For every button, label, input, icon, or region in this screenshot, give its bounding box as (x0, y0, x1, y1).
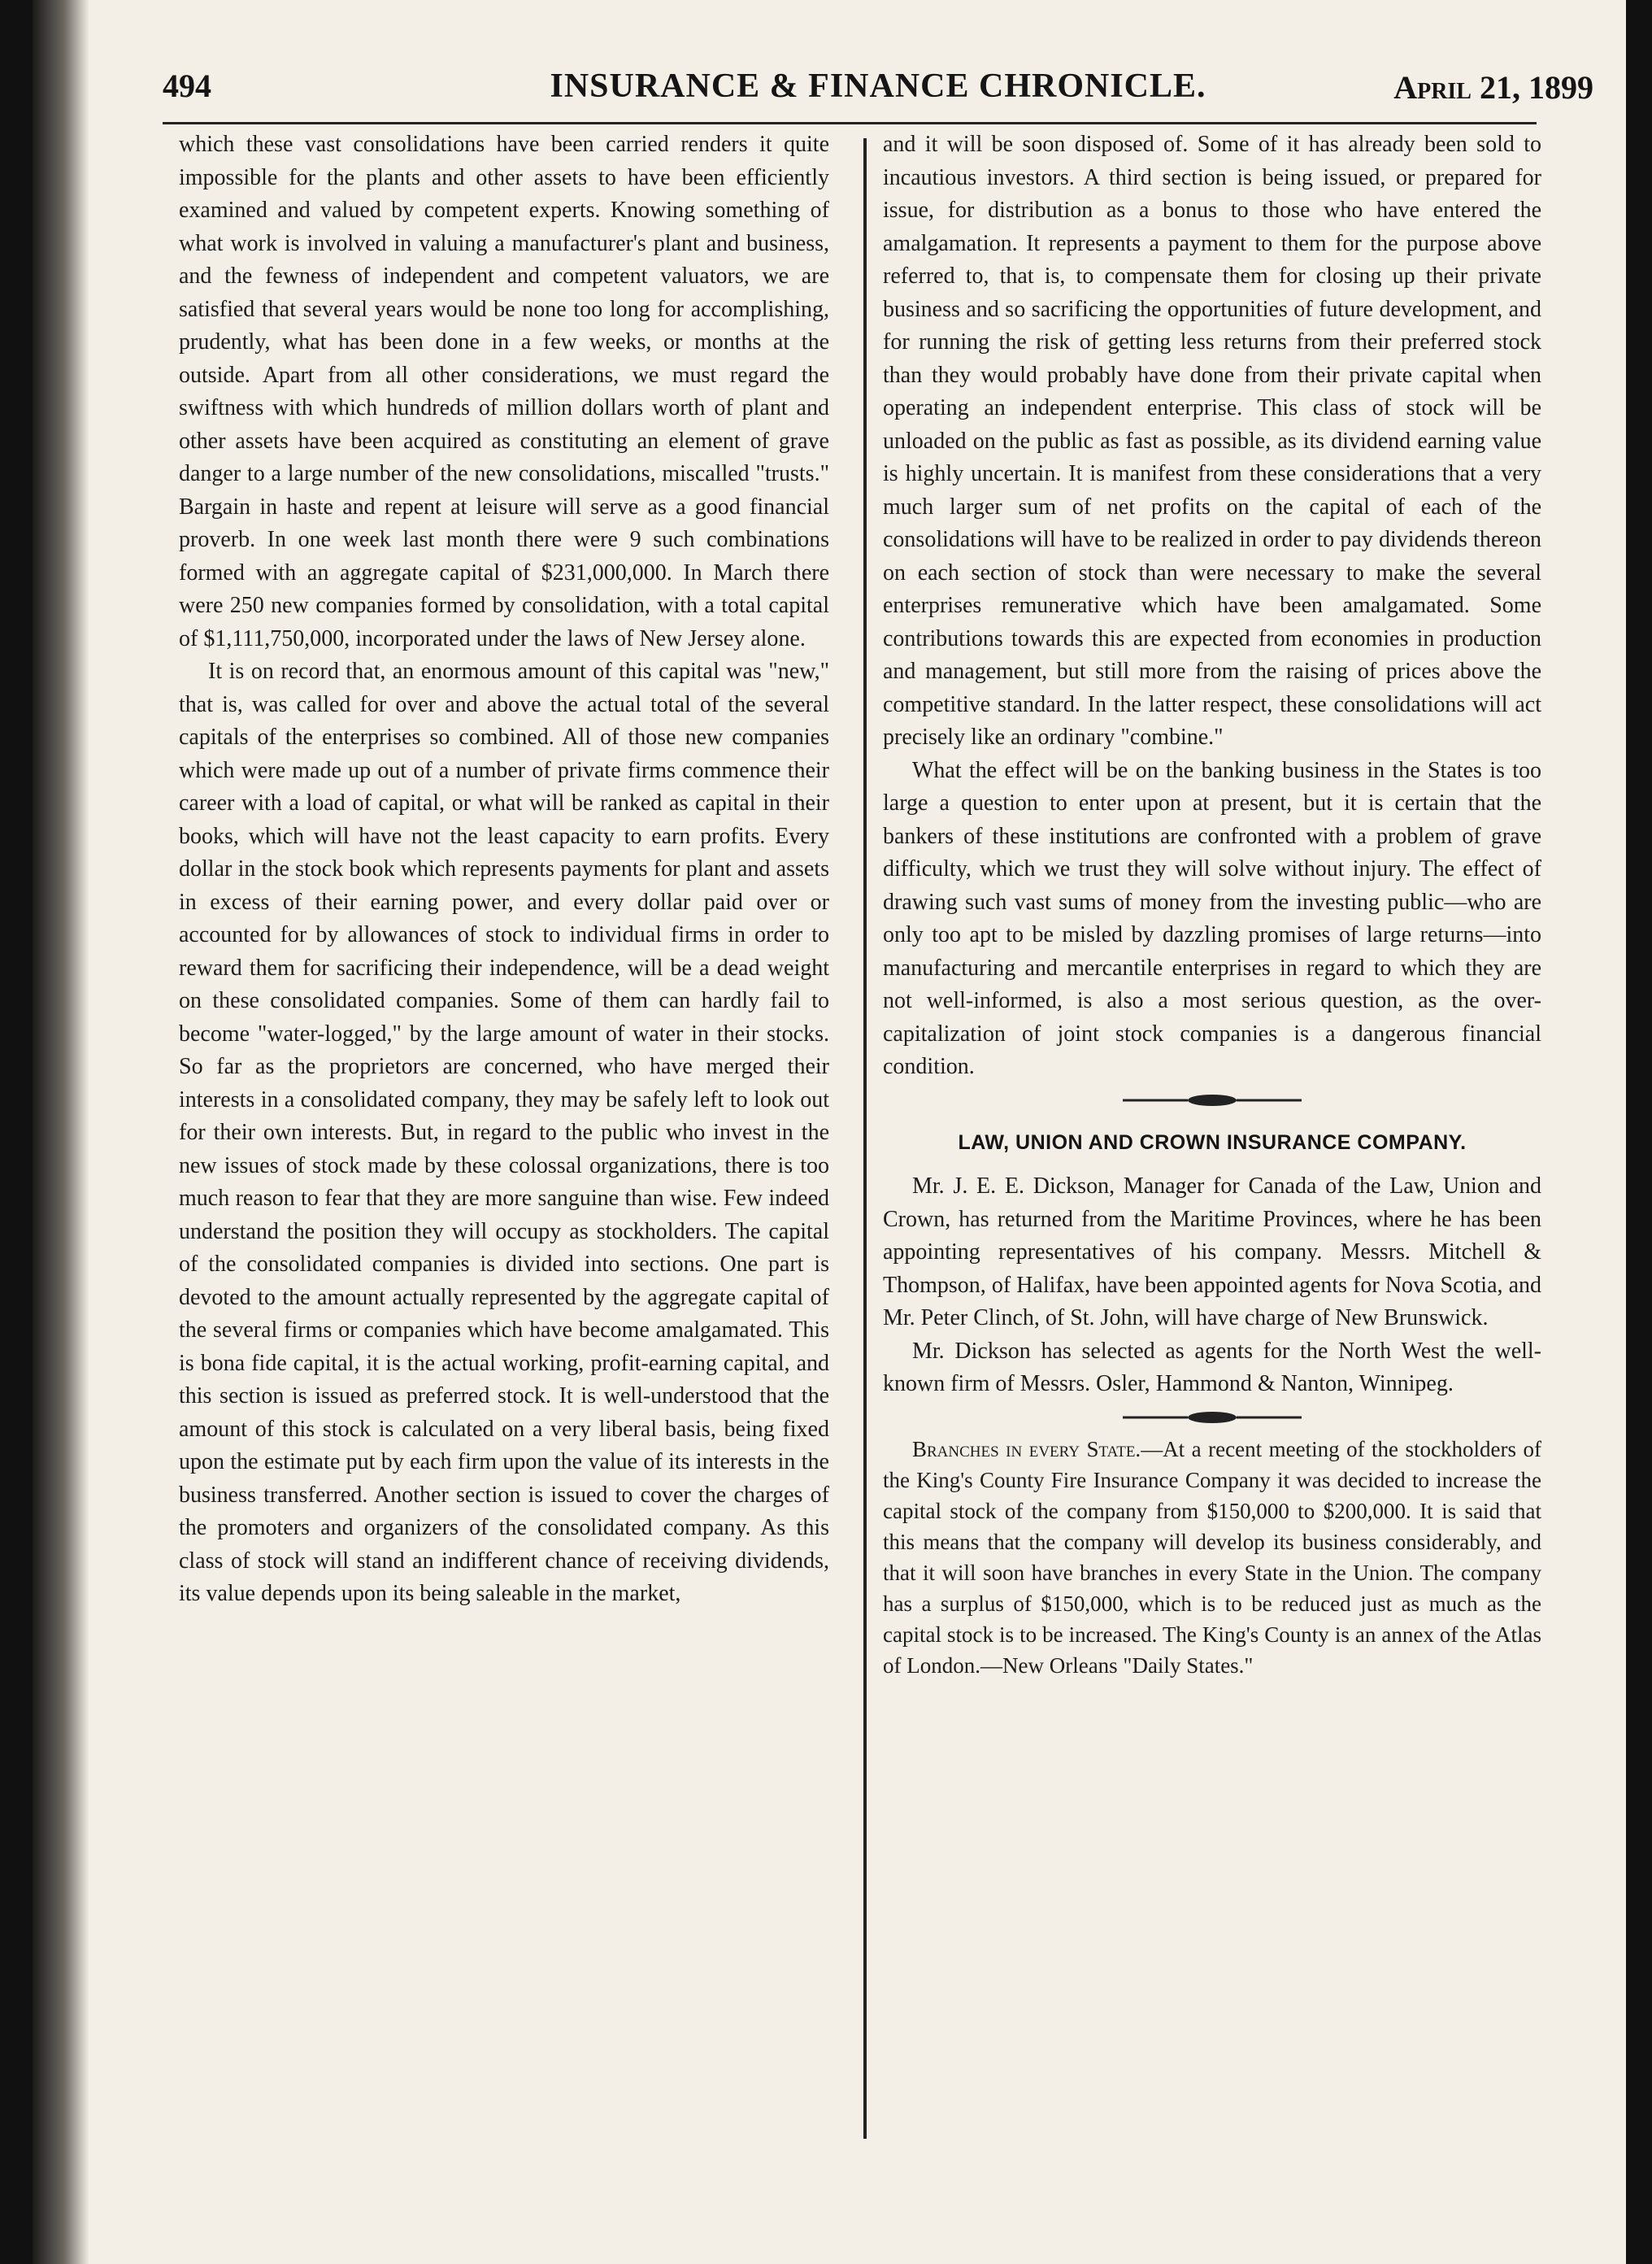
right-column (883, 128, 1541, 2243)
left-column (179, 128, 829, 2243)
section-ornament (1123, 1406, 1302, 1429)
article-title: LAW, UNION AND CROWN INSURANCE COMPANY. (958, 1130, 1467, 1154)
newspaper-page (33, 0, 1626, 2264)
news-note (883, 1434, 1541, 1681)
journal-title: INSURANCE & FINANCE CHRONICLE. (550, 67, 1206, 105)
page-header (163, 67, 1593, 115)
header-rule (163, 122, 1537, 124)
binding-spine (33, 0, 89, 2264)
note-lead: Branches in every State. (912, 1436, 1141, 1461)
paragraph (883, 1434, 1541, 1681)
paragraph: Mr. Dickson has selected as agents for the North West the well-known firm of Messrs. Osler, Hammond & Nanton, Winnipeg. (883, 1338, 1541, 1396)
paragraph: which these vast consolidations have been carried renders it quite impossible for the plants and other assets to have been efficiently examined and valued by competent experts. Knowing something of what work is involved in valuing a manufacturer's plant and business, and the fewness of independent and competent valuators, we are satisfied that several years would be none too long for accomplishing, prudently, what has been done in a few weeks, or months at the outside. Apart from all other considerations, we must regard the swiftness with which hundreds of million dollars worth of plant and other assets have been acquired as constituting an element of grave danger to a large number of the new consolidations, miscalled "trusts." Bargain in haste and repent at leisure will serve as a good financial proverb. In one week last month there were 9 such combinations formed with an aggregate capital of $231,000,000. In March there were 250 new companies formed by consolidation, with a total capital of $1,111,750,000, incorporated under the laws of New Jersey alone. (179, 132, 829, 651)
publication-date: April 21, 1899 (1393, 69, 1593, 106)
paragraph: Mr. J. E. E. Dickson, Manager for Canada of the Law, Union and Crown, has returned from the Maritime Provinces, where he has been appointing representatives of his company. Messrs. Mitchell & Thompson, of Halifax, have been appointed agents for Nova Scotia, and Mr. Peter Clinch, of St. John, will have charge of New Brunswick. (883, 1173, 1541, 1330)
paragraph: and it will be soon disposed of. Some of it has already been sold to incautious investors. A third section is being issued, or prepared for issue, for distribution as a bonus to those who have entered the amalgamation. It represents a payment to them for the purpose above referred to, that is, to compensate them for closing up their private business and so sacrificing the opportunities of future development, and for running the risk of getting less returns from their preferred stock than they would probably have done from their private capital when operating an independent enterprise. This class of stock will be unloaded on the public as fast as possible, as its dividend earning value is highly uncertain. It is manifest from these considerations that a very much larger sum of net profits on the capital of each of the consolidations will have to be realized in order to pay dividends thereon on each section of stock than were necessary to make the several enterprises remunerative which have been amalgamated. Some contributions towards this are expected from economies in production and management, but still more from the raising of prices above the competitive standard. In the latter respect, these consolidations will act precisely like an ordinary "combine." (883, 132, 1541, 750)
paragraph: What the effect will be on the banking business in the States is too large a question to enter upon at present, but it is certain that the bankers of these institutions are confronted with a problem of grave difficulty, which we trust they will solve without injury. The effect of drawing such vast sums of money from the investing public—who are only too apt to be misled by dazzling promises of large returns—into manufacturing and mercantile enterprises in regard to which they are not well-informed, is also a most serious question, as the over-capitalization of joint stock companies is a dangerous financial condition. (883, 757, 1541, 1079)
section-ornament (1123, 1089, 1302, 1112)
paragraph: It is on record that, an enormous amount of this capital was "new," that is, was called for over and above the actual total of the several capitals of the enterprises so combined. All of those new companies which were made up out of a number of private firms commence their career with a load of capital, or what will be ranked as capital in their books, which will have not the least capacity to earn profits. Every dollar in the stock book which represents payments for plant and assets in excess of their earning power, and every dollar paid over or accounted for by allowances of stock to individual firms in order to reward them for sacrificing their independence, will be a dead weight on these consolidated companies. Some of them can hardly fail to become "water-logged," by the large amount of water in their stocks. So far as the proprietors are concerned, who have merged their interests in a consolidated company, they may be safely left to look out for their own interests. But, in regard to the public who invest in the new issues of stock made by these colossal organizations, there is too much reason to fear that they are more sanguine than wise. Few indeed understand the position they will occupy as stockholders. The capital of the consolidated companies is divided into sections. One part is devoted to the amount actually represented by the aggregate capital of the several firms or companies which have become amalgamated. This is bona fide capital, it is the actual working, profit-earning capital, and this section is issued as preferred stock. It is well-understood that the amount of this stock is calculated on a very liberal basis, being fixed upon the estimate put by each firm upon the value of its interests in the business transferred. Another section is issued to cover the charges of the promoters and organizers of the consolidated company. As this class of stock will stand an indifferent chance of receiving dividends, its value depends upon its being saleable in the market, (179, 659, 829, 1606)
note-text: —At a recent meeting of the stockholders of the King's County Fire Insurance Company it was decided to increase the capital stock of the company from $150,000 to $200,000. It is said that this means that the company will develop its business considerably, and that it will soon have branches in every State in the Union. The company has a surplus of $150,000, which is to be reduced just as much as the capital stock is to be increased. The King's County is an annex of the Atlas of London.—New Orleans "Daily States." (883, 1436, 1541, 1678)
column-divider (863, 138, 867, 2139)
page-number: 494 (163, 67, 211, 104)
